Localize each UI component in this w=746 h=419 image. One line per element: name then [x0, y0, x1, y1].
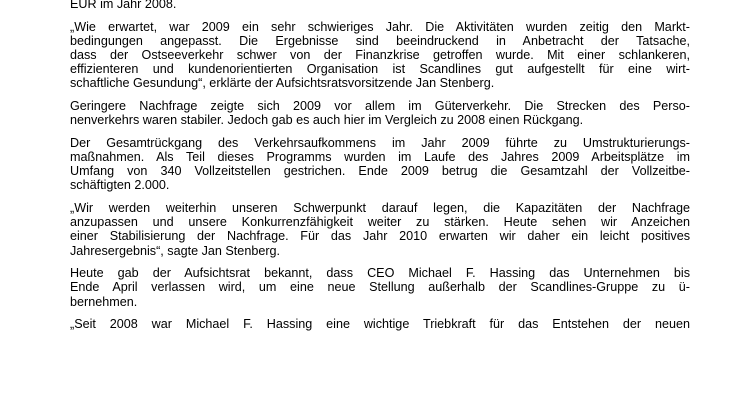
paragraph-ceo-departure — [70, 266, 690, 309]
text-line: „Wir werden weiterhin unseren Schwerpunkt darauf legen, die Kapazitäten der Nachfrage — [70, 201, 690, 215]
paragraph-intro-tail — [70, 0, 690, 11]
paragraph-restructuring — [70, 136, 690, 193]
text-line: einer Stabilisierung der Nachfrage. Für das Jahr 2010 erwarten wir daher ein leicht positives — [70, 229, 690, 244]
text-line: effizienteren und kundenorientierten Organisation ist Scandlines gut aufgestellt für eine wirt- — [70, 62, 690, 77]
text-line: bernehmen. — [70, 294, 138, 309]
paragraph-quote-outlook — [70, 201, 690, 258]
document-page — [70, 0, 690, 340]
text-line: dass der Ostseeverkehr schwer von der Finanzkrise getroffen wurde. Mit einer schlankeren, — [70, 48, 690, 62]
text-line: „Wie erwartet, war 2009 ein sehr schwieriges Jahr. Die Aktivitäten wurden zeitig den Markt- — [70, 19, 690, 34]
text-line: bedingungen angepasst. Die Ergebnisse sind beeindruckend in Anbetracht der Tatsache, — [70, 33, 690, 48]
text-line: Umfang von 340 Vollzeitstellen gestrichen. Ende 2009 betrug die Gesamtzahl der Vollzeitbe- — [70, 164, 690, 179]
text-line: schaftliche Gesundung“, erklärte der Aufsichtsratsvorsitzende Jan Stenberg. — [70, 76, 495, 91]
paragraph-demand — [70, 99, 690, 127]
text-line: Geringere Nachfrage zeigte sich 2009 vor allem im Güterverkehr. Die Strecken des Perso- — [70, 99, 690, 113]
text-line: Heute gab der Aufsichtsrat bekannt, dass CEO Michael F. Hassing das Unternehmen bis — [70, 266, 690, 281]
text-line: Der Gesamtrückgang des Verkehrsaufkommens im Jahr 2009 führte zu Umstrukturierungs- — [70, 135, 690, 150]
text-line: Jahresergebnis“, sagte Jan Stenberg. — [70, 243, 281, 258]
text-line: anzupassen und unsere Konkurrenzfähigkeit weiter zu stärken. Heute sehen wir Anzeichen — [70, 215, 690, 230]
paragraph-quote-2009 — [70, 20, 690, 91]
text-line: Ende April verlassen wird, um eine neue Stellung außerhalb der Scandlines-Gruppe zu ü- — [70, 280, 690, 295]
text-line: maßnahmen. Als Teil dieses Programms wurden im Laufe des Jahres 2009 Arbeitsplätze im — [70, 150, 690, 164]
text-line: schäftigten 2.000. — [70, 178, 170, 193]
paragraph-quote-hassing — [70, 317, 690, 331]
text-line: „Seit 2008 war Michael F. Hassing eine wichtige Triebkraft für das Entstehen der neuen — [70, 317, 690, 332]
text-line: EUR im Jahr 2008. — [70, 0, 177, 11]
text-line: nenverkehrs waren stabiler. Jedoch gab es auch hier im Vergleich zu 2008 einen Rückgang. — [70, 113, 584, 128]
